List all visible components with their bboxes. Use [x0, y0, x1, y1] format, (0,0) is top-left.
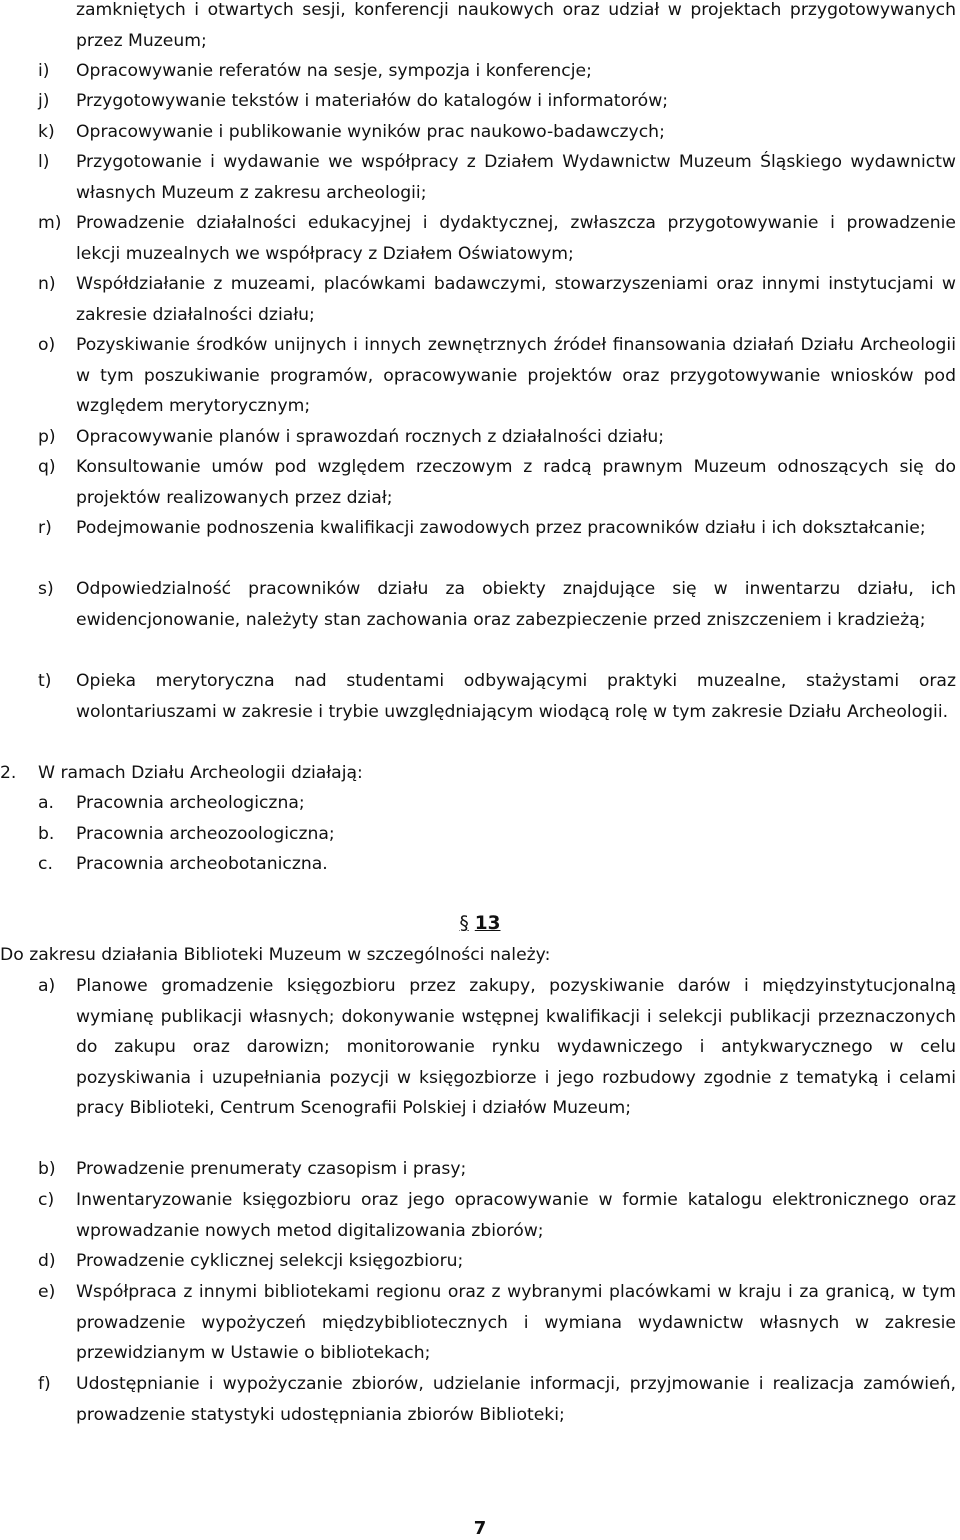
- list-item: [38, 1154, 956, 1185]
- list-item-text: Prowadzenie prenumeraty czasopism i prasy;: [76, 1159, 467, 1179]
- list-item-text: Opracowywanie planów i sprawozdań rocznych z działalności działu;: [76, 427, 665, 447]
- sublist-marker: a.: [38, 793, 54, 813]
- section-number: 13: [474, 913, 501, 934]
- list-item-text: Odpowiedzialność pracowników działu za obiekty znajdujące się w inwentarzu działu, ich ewidencjonowanie, należyty stan zachowania oraz zabezpieczenie przed zniszczeniem i kradzieżą;: [76, 579, 956, 630]
- sublist-item-text: Pracownia archeozoologiczna;: [76, 824, 335, 844]
- list-item: [38, 1369, 956, 1430]
- list-item: [38, 1185, 956, 1246]
- list-marker: s): [38, 579, 54, 599]
- list-item: [38, 208, 956, 269]
- section-heading: [0, 909, 960, 939]
- list-item: [38, 330, 956, 422]
- list-item: [38, 452, 956, 513]
- list-item-text: Współdziałanie z muzeami, placówkami badawczymi, stowarzyszeniami oraz innymi instytucjami w zakresie działalności działu;: [76, 274, 956, 325]
- continuation-text: zamkniętych i otwartych sesji, konferencji naukowych oraz udział w projektach przygotowywanych przez Muzeum;: [76, 0, 956, 51]
- list-item: [38, 1246, 956, 1277]
- point-text: W ramach Działu Archeologii działają:: [38, 763, 363, 783]
- numbered-point: [0, 758, 956, 789]
- list-item-text: Przygotowanie i wydawanie we współpracy z Działem Wydawnictw Muzeum Śląskiego wydawnictw własnych Muzeum z zakresu archeologii;: [76, 152, 956, 203]
- list-marker: m): [38, 213, 62, 233]
- list-item: [38, 117, 956, 148]
- list-item-text: Opieka merytoryczna nad studentami odbywającymi praktyki muzealne, stażystami oraz wolontariuszami w zakresie i trybie uwzględniającym wiodącą rolę w tym zakresie Działu Archeologii.: [76, 671, 956, 722]
- list-marker: c): [38, 1190, 55, 1210]
- list-item: [38, 56, 956, 87]
- section-sign: §: [459, 913, 469, 934]
- list-item: [38, 666, 956, 727]
- list-item-text: Pozyskiwanie środków unijnych i innych zewnętrznych źródeł finansowania działań Działu Archeologii w tym poszukiwanie programów, opracowywanie projektów oraz przygotowywanie wniosków pod względem merytorycznym;: [76, 335, 956, 417]
- section-intro: Do zakresu działania Biblioteki Muzeum w szczególności należy:: [0, 945, 551, 965]
- list-item-text: Udostępnianie i wypożyczanie zbiorów, udzielanie informacji, przyjmowanie i realizacja zamówień, prowadzenie statystyki udostępniania zbiorów Biblioteki;: [76, 1374, 956, 1425]
- sublist-item-text: Pracownia archeobotaniczna.: [76, 854, 328, 874]
- point-marker: 2.: [0, 763, 17, 783]
- list-item: [38, 971, 956, 1124]
- page-number: 7: [473, 1518, 487, 1539]
- list-item: [38, 86, 956, 117]
- list-item-text: Współpraca z innymi bibliotekami regionu oraz z wybranymi placówkami w kraju i za granicą, w tym prowadzenie wypożyczeń międzybibliotecznych i wymiana wydawnictw własnych w zakresie przewidzianym w Ustawie o bibliotekach;: [76, 1282, 956, 1364]
- list-marker: d): [38, 1251, 56, 1271]
- list-item: [38, 574, 956, 635]
- list-item-text: Prowadzenie działalności edukacyjnej i dydaktycznej, zwłaszcza przygotowywanie i prowadzenie lekcji muzealnych we współpracy z Działem Oświatowym;: [76, 213, 956, 264]
- sublist-marker: b.: [38, 824, 55, 844]
- list-item-text: Opracowywanie referatów na sesje, sympozja i konferencje;: [76, 61, 592, 81]
- list-item-text: Opracowywanie i publikowanie wyników prac naukowo-badawczych;: [76, 122, 665, 142]
- sublist-item: [38, 819, 956, 850]
- list-item: [38, 269, 956, 330]
- list-marker: p): [38, 427, 56, 447]
- list-marker: e): [38, 1282, 56, 1302]
- list-marker: f): [38, 1374, 51, 1394]
- list-item-text: Prowadzenie cyklicznej selekcji księgozbioru;: [76, 1251, 464, 1271]
- list-item-text: Konsultowanie umów pod względem rzeczowym z radcą prawnym Muzeum odnoszących się do projektów realizowanych przez dział;: [76, 457, 956, 508]
- sublist-item: [38, 788, 956, 819]
- list-marker: q): [38, 457, 56, 477]
- list-marker: k): [38, 122, 55, 142]
- list-marker: i): [38, 61, 50, 81]
- list-item-text: Inwentaryzowanie księgozbioru oraz jego opracowywanie w formie katalogu elektronicznego oraz wprowadzanie nowych metod digitalizowania zbiorów;: [76, 1190, 956, 1241]
- list-marker: a): [38, 976, 56, 996]
- sublist-item: [38, 849, 956, 880]
- sublist-marker: c.: [38, 854, 53, 874]
- list-item: [38, 147, 956, 208]
- list-item: [38, 1277, 956, 1369]
- list-marker: r): [38, 518, 52, 538]
- list-marker: b): [38, 1159, 56, 1179]
- list-item-text: Przygotowywanie tekstów i materiałów do katalogów i informatorów;: [76, 91, 669, 111]
- list-marker: l): [38, 152, 50, 172]
- list-marker: t): [38, 671, 52, 691]
- list-item-text: Podejmowanie podnoszenia kwalifikacji zawodowych przez pracowników działu i ich dokształcanie;: [76, 518, 926, 538]
- list-marker: j): [38, 91, 50, 111]
- list-marker: n): [38, 274, 56, 294]
- list-item: [38, 513, 956, 544]
- list-marker: o): [38, 335, 56, 355]
- sublist-item-text: Pracownia archeologiczna;: [76, 793, 305, 813]
- list-item: [38, 422, 956, 453]
- list-item-text: Planowe gromadzenie księgozbioru przez zakupy, pozyskiwanie darów i międzyinstytucjonalną wymianę publikacji własnych; dokonywanie wstępnej kwalifikacji i selekcji publikacji przeznaczonych do zakupu oraz darowizn; monitorowanie rynku wydawniczego i antykwarycznego w celu pozyskiwania i uzupełniania pozycji w księgozbiorze i jego rozbudowy zgodnie z tematyką i celami pracy Biblioteki, Centrum Scenografii Polskiej i działów Muzeum;: [76, 976, 956, 1119]
